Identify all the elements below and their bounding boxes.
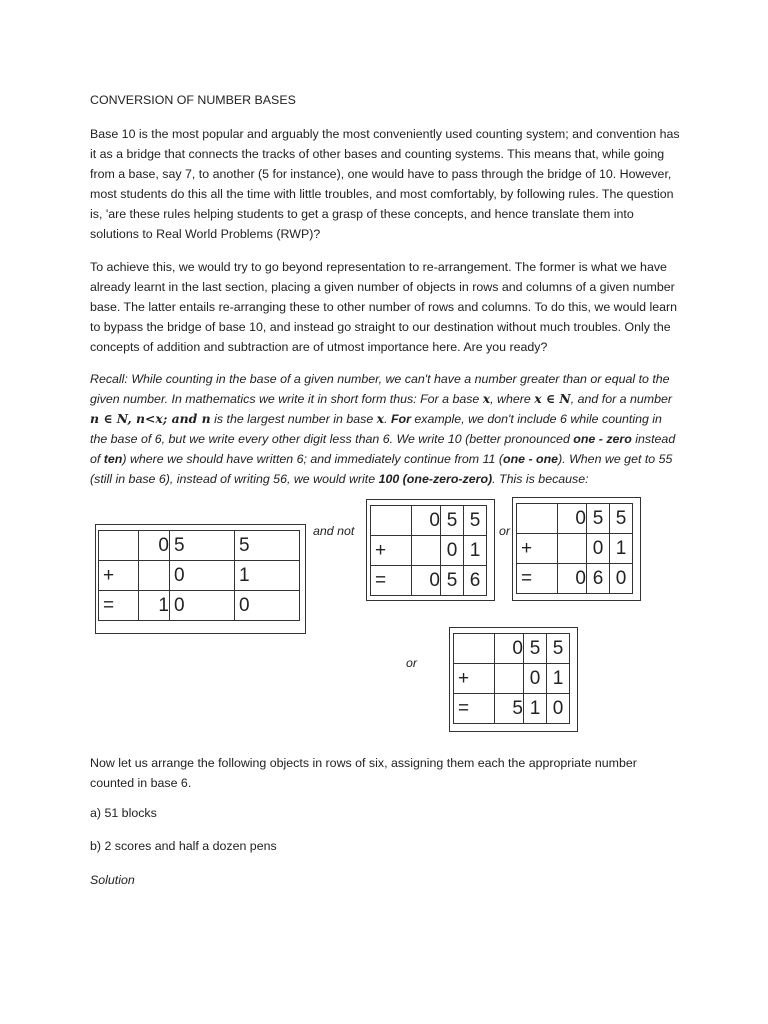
table-cell: 5 xyxy=(235,531,300,561)
wrong-addition-table-3 xyxy=(449,627,578,732)
table-cell: 1 xyxy=(524,694,547,724)
table-cell xyxy=(371,506,412,536)
table-cell xyxy=(495,664,524,694)
table-cell: 1 xyxy=(610,534,633,564)
table-cell: 1 xyxy=(464,536,487,566)
table-cell: 0 xyxy=(139,531,170,561)
table-cell: 0 xyxy=(587,534,610,564)
table-cell: 1 xyxy=(139,591,170,621)
table-cell: 0 xyxy=(170,561,235,591)
table-cell xyxy=(99,531,139,561)
or-label: or xyxy=(406,656,418,670)
table-cell: 0 xyxy=(412,506,441,536)
rearrangement-paragraph: To achieve this, we would try to go beyond representation to re-arrangement. The former is what we have already learnt in the last section, placing a given number of objects in rows and columns of a given number base. The latter entails re-arranging these to other number of rows and columns. To do this, we would learn to bypass the bridge of base 10, and instead go straight to our destination without much troubles. Only the concepts of addition and subtraction are of utmost importance here. Are you ready? xyxy=(90,260,678,354)
table-cell: 0 xyxy=(547,694,570,724)
wrong-addition-table-1 xyxy=(366,499,495,601)
table-cell: + xyxy=(517,534,558,564)
table-cell: 5 xyxy=(587,504,610,534)
table-cell: 6 xyxy=(464,566,487,596)
table-cell xyxy=(412,536,441,566)
table-cell: 0 xyxy=(495,634,524,664)
table-cell: + xyxy=(454,664,495,694)
table-cell: 5 xyxy=(441,566,464,596)
table-cell: 6 xyxy=(587,564,610,594)
table-cell: + xyxy=(371,536,412,566)
table-cell: 0 xyxy=(524,664,547,694)
table-cell: 5 xyxy=(495,694,524,724)
table-cell: = xyxy=(371,566,412,596)
question-item-a: a) 51 blocks xyxy=(90,806,157,820)
question-item-b: b) 2 scores and half a dozen pens xyxy=(90,839,277,853)
table-cell: 5 xyxy=(524,634,547,664)
table-cell: 5 xyxy=(547,634,570,664)
table-cell: = xyxy=(517,564,558,594)
or-label: or xyxy=(499,524,511,538)
table-cell: + xyxy=(99,561,139,591)
table-cell xyxy=(454,634,495,664)
intro-paragraph: Base 10 is the most popular and arguably the most conveniently used counting system; and convention has it as a bridge that connects the tracks of other bases and counting systems. This means that, while going from a base, say 7, to another (5 for instance), one would have to pass through the bridge of 10. However, most students do this all the time with little troubles, and most comfortably, by following rules. The question is, 'are these rules helping students to get a grasp of these concepts, and hence translate them into solutions to Real World Problems (RWP)? xyxy=(90,127,680,241)
arrangement-paragraph: Now let us arrange the following objects in rows of six, assigning them each the appropriate number counted in base 6. xyxy=(90,756,637,790)
recall-paragraph: Recall: While counting in the base of a given number, we can't have a number greater than or equal to the given number. In mathematics we write it in short form thus: For a base x, where x ∈ N, and for a number n ∈ N, n<x; and n is the largest number in base x. For example, we don't include 6 while counting in the base of 6, but we write every other digit less than 6. We write 10 (better pronounced one - zero instead of ten) where we should have written 6; and immediately continue from 11 (one - one). When we get to 55 (still in base 6), instead of writing 56, we would write 100 (one-zero-zero). This is because: xyxy=(90,372,676,486)
table-cell: = xyxy=(454,694,495,724)
table-cell: 5 xyxy=(170,531,235,561)
solution-label: Solution xyxy=(90,873,135,887)
and-not-label: and not xyxy=(313,524,355,538)
table-cell xyxy=(558,534,587,564)
table-cell: 5 xyxy=(464,506,487,536)
table-cell: 0 xyxy=(235,591,300,621)
wrong-addition-table-2 xyxy=(512,497,641,601)
table-cell: 5 xyxy=(441,506,464,536)
table-cell: 0 xyxy=(610,564,633,594)
table-cell: 0 xyxy=(170,591,235,621)
table-cell xyxy=(139,561,170,591)
table-cell: 0 xyxy=(441,536,464,566)
table-cell xyxy=(517,504,558,534)
table-cell: = xyxy=(99,591,139,621)
table-cell: 1 xyxy=(235,561,300,591)
table-cell: 0 xyxy=(558,564,587,594)
table-cell: 1 xyxy=(547,664,570,694)
table-cell: 5 xyxy=(610,504,633,534)
table-cell: 0 xyxy=(412,566,441,596)
correct-addition-table xyxy=(95,524,306,634)
section-heading: CONVERSION OF NUMBER BASES xyxy=(90,93,296,107)
table-cell: 0 xyxy=(558,504,587,534)
